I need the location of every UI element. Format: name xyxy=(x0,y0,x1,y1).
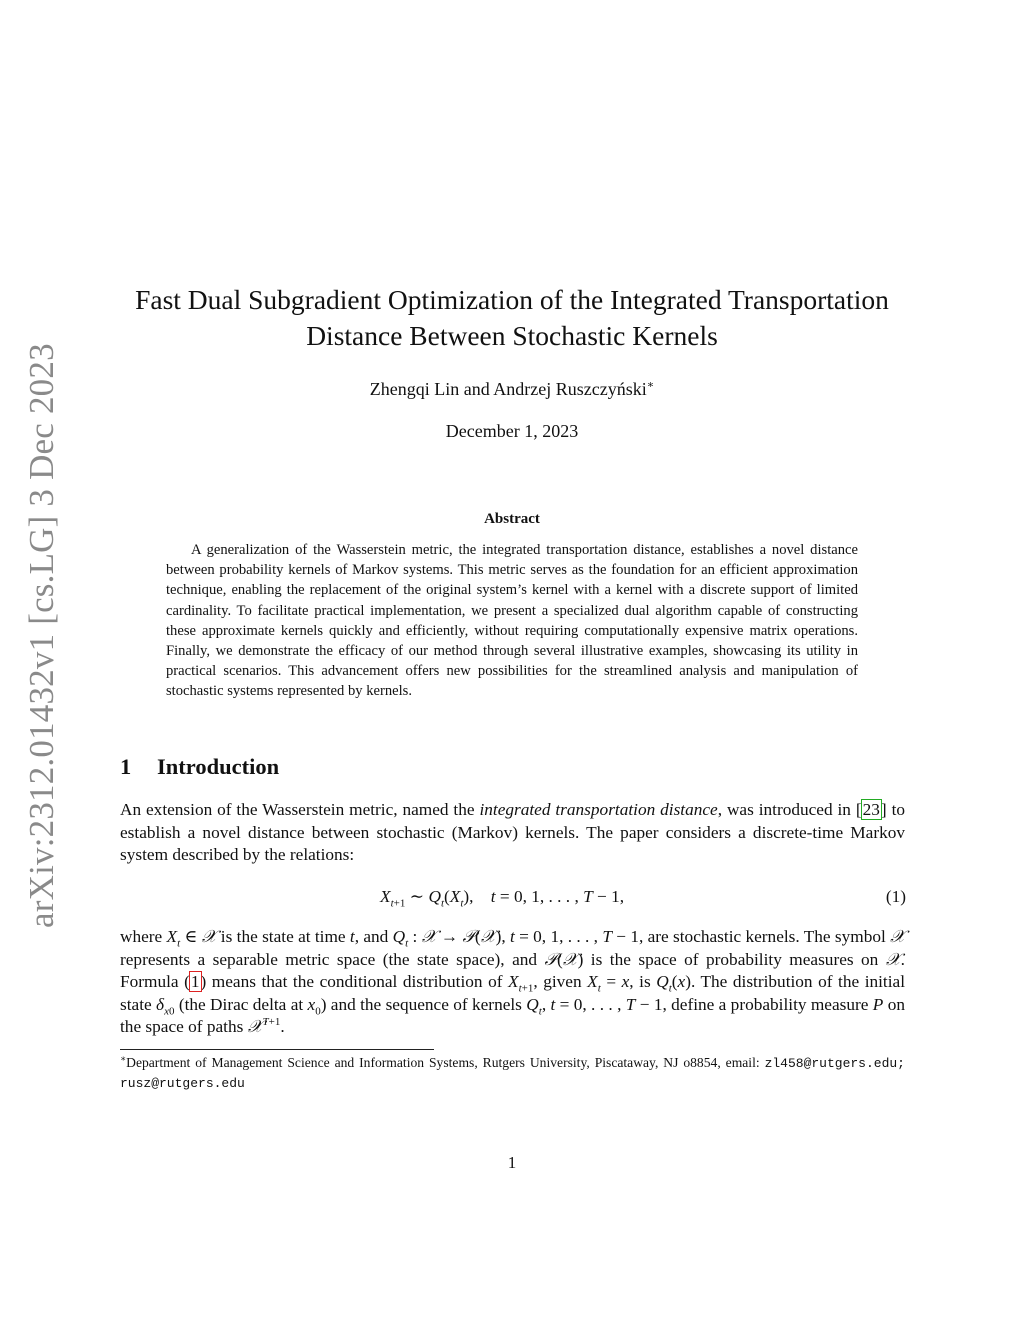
abstract-body: A generalization of the Wasserstein metric, the integrated transportation distance, establishes a novel distance between probability kernels of Markov systems. This metric serves as the foundation for an efficient approximation technique, enabling the replacement of the original system’s kernel with a kernel with a discrete support of limited cardinality. To facilitate practical implementation, we present a specialized dual algorithm capable of constructing these approximate kernels quickly and efficiently, without requiring computationally expensive matrix operations. Finally, we demonstrate the efficacy of our method through several illustrative examples, showcasing its utility in practical scenarios. This advancement offers new possibilities for the streamlined analysis and manipulation of stochastic systems represented by kernels. xyxy=(166,542,858,700)
intro-text: to establish a novel distance between stochastic (Markov) kernels. The paper considers a discrete-time Markov system described by the relations: xyxy=(120,800,906,865)
footnote-emails: zl458@rutgers.edu; rusz@rutgers.edu xyxy=(120,1056,905,1091)
footnote xyxy=(120,1053,905,1093)
citation-bracket: ] xyxy=(880,800,887,819)
page-number: 1 xyxy=(507,1153,517,1172)
citation-number: 23 xyxy=(862,800,880,819)
paper-title: Fast Dual Subgradient Optimization of the Integrated Transportation Distance Between Stochastic Kernels xyxy=(135,284,889,351)
abstract-heading: Abstract xyxy=(484,511,540,527)
equation-ref-link[interactable]: 1 xyxy=(190,972,200,992)
section-heading xyxy=(120,752,720,782)
arxiv-identifier-stamp: arXiv:2312.01432v1 [cs.LG] 3 Dec 2023 xyxy=(22,343,61,928)
emphasized-term: integrated transportation distance xyxy=(479,800,718,819)
section-number: 1 xyxy=(120,754,132,779)
paper-date: December 1, 2023 xyxy=(445,421,579,441)
intro-text: , was introduced in xyxy=(717,800,856,819)
author-footnote-mark: ∗ xyxy=(646,379,655,391)
authors: Zhengqi Lin and Andrzej Ruszczyński xyxy=(369,379,647,399)
footnote-text: Department of Management Science and Information Systems, Rutgers University, Piscataway, NJ o8854, email: xyxy=(126,1055,765,1070)
intro-paragraph-2: where $X_t$ ∈ 𝒳 is the state at time t, and $Q_t$ : 𝒳 → 𝒫(𝒳), t = 0, 1, . . . , T − 1, are stochastic kernels. The symbol 𝒳 represents a separable metric space (the state space), and 𝒫(𝒳) is the space of probability measures on 𝒳. Formula (1) means that the conditional distribution of $X_{t+1}$, given $X_t = x$, is $Q_t(x)$. The distribution of the initial state $\delta_{x0}$ (the Dirac delta at $x_0$) and the sequence of kernels $Q_t$, t = 0, . . . , T − 1, define a probability measure P on the space of paths 𝒳$^{T+1}$. xyxy=(120,927,906,1038)
footnote-mark: ∗ xyxy=(120,1053,127,1064)
intro-text: An extension of the Wasserstein metric, named the xyxy=(120,800,480,819)
equation-1: $X_{t+1}$ ∼ $Q_t(X_t)$, t = 0, 1, . . . , T − 1, xyxy=(380,887,625,910)
citation-bracket: [ xyxy=(855,800,862,819)
equation-number: (1) xyxy=(885,887,906,906)
footnote-rule xyxy=(120,1049,434,1050)
author-line xyxy=(110,376,914,402)
citation-link[interactable] xyxy=(856,800,887,819)
section-title: Introduction xyxy=(157,754,280,779)
intro-paragraph-1 xyxy=(120,799,905,867)
